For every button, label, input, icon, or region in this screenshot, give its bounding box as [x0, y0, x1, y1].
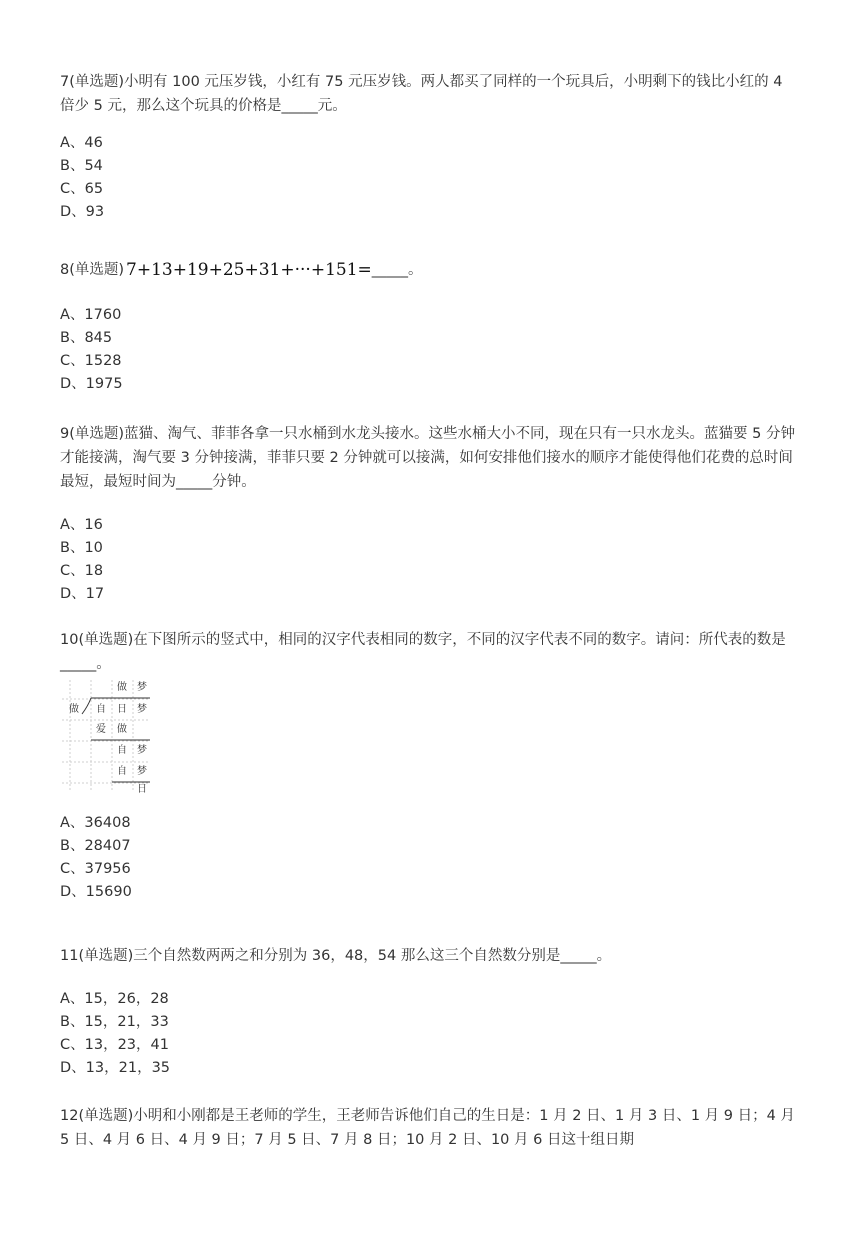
option-a[interactable]: A、15，26，28 — [60, 991, 169, 1007]
option-b[interactable]: B、28407 — [60, 838, 131, 854]
options-list — [60, 514, 795, 606]
question-8 — [60, 258, 795, 396]
question-stem: 9(单选题)蓝猫、淘气、菲菲各拿一只水桶到水龙头接水。这些水桶大小不同，现在只有一只水龙头。蓝猫要 5 分钟才能接满，淘气要 3 分钟接满，菲菲只要 2 分钟就可以接满，如何安排他们接水的顺序才能使得他们花费的总时间最短，最短时间为_____分钟。 — [60, 426, 795, 490]
dividend-digit: 梦 — [137, 704, 147, 715]
option-a[interactable]: A、1760 — [60, 307, 122, 323]
question-7 — [60, 70, 795, 224]
question-stem: 10(单选题)在下图所示的竖式中，相同的汉字代表相同的数字，不同的汉字代表不同的数字。请问：所代表的数是_____。 — [60, 632, 786, 672]
option-a[interactable]: A、16 — [60, 517, 103, 533]
quotient-digit: 做 — [117, 682, 127, 693]
question-stem: 11(单选题)三个自然数两两之和分别为 36，48，54 那么这三个自然数分别是_____。 — [60, 948, 612, 964]
option-b[interactable]: B、10 — [60, 540, 103, 556]
question-12 — [60, 1104, 795, 1152]
option-d[interactable]: D、93 — [60, 204, 105, 220]
option-c[interactable]: C、37956 — [60, 861, 131, 877]
divisor-digit: 做 — [69, 704, 79, 715]
option-c[interactable]: C、18 — [60, 563, 104, 579]
option-b[interactable]: B、54 — [60, 158, 103, 174]
step-digit: 爱 — [96, 724, 106, 735]
question-stem: 7(单选题)小明有 100 元压岁钱，小红有 75 元压岁钱。两人都买了同样的一个玩具后，小明剩下的钱比小红的 4 倍少 5 元，那么这个玩具的价格是_____元。 — [60, 74, 783, 114]
long-division-figure — [60, 678, 150, 794]
option-c[interactable]: C、13，23，41 — [60, 1037, 169, 1053]
option-d[interactable]: D、1975 — [60, 376, 123, 392]
option-c[interactable]: C、1528 — [60, 353, 122, 369]
question-11 — [60, 944, 795, 1080]
options-list — [60, 304, 795, 396]
option-c[interactable]: C、65 — [60, 181, 104, 197]
step-digit: 梦 — [137, 766, 147, 777]
option-a[interactable]: A、46 — [60, 135, 103, 151]
formula: 7+13+19+25+31+···+151= — [126, 260, 372, 280]
question-stem: 12(单选题)小明和小刚都是王老师的学生，王老师告诉他们自己的生日是：1 月 2 日、1 月 3 日、1 月 9 日；4 月 5 日、4 月 6 日、4 月 9 日；7 月 5 日、7 月 8 日；10 月 2 日、10 月 6 日这十组日期 — [60, 1108, 795, 1148]
option-d[interactable]: D、13，21，35 — [60, 1060, 171, 1076]
options-list — [60, 812, 795, 904]
answer-blank: _____。 — [371, 262, 423, 278]
options-list — [60, 132, 795, 224]
step-digit: 自 — [117, 766, 127, 777]
option-d[interactable]: D、17 — [60, 586, 105, 602]
step-digit: 梦 — [137, 745, 147, 756]
remainder-digit: 日 — [137, 784, 147, 795]
question-9 — [60, 422, 795, 606]
question-stem — [60, 258, 795, 282]
step-digit: 做 — [117, 724, 127, 735]
question-10 — [60, 628, 795, 904]
quotient-digit: 梦 — [137, 682, 147, 693]
option-d[interactable]: D、15690 — [60, 884, 132, 900]
dividend-digit: 自 — [96, 704, 106, 715]
question-number: 8(单选题) — [60, 262, 125, 278]
option-b[interactable]: B、845 — [60, 330, 113, 346]
option-a[interactable]: A、36408 — [60, 815, 131, 831]
dividend-digit: 日 — [117, 704, 127, 715]
step-digit: 自 — [117, 745, 127, 756]
options-list — [60, 988, 795, 1080]
option-b[interactable]: B、15，21，33 — [60, 1014, 169, 1030]
